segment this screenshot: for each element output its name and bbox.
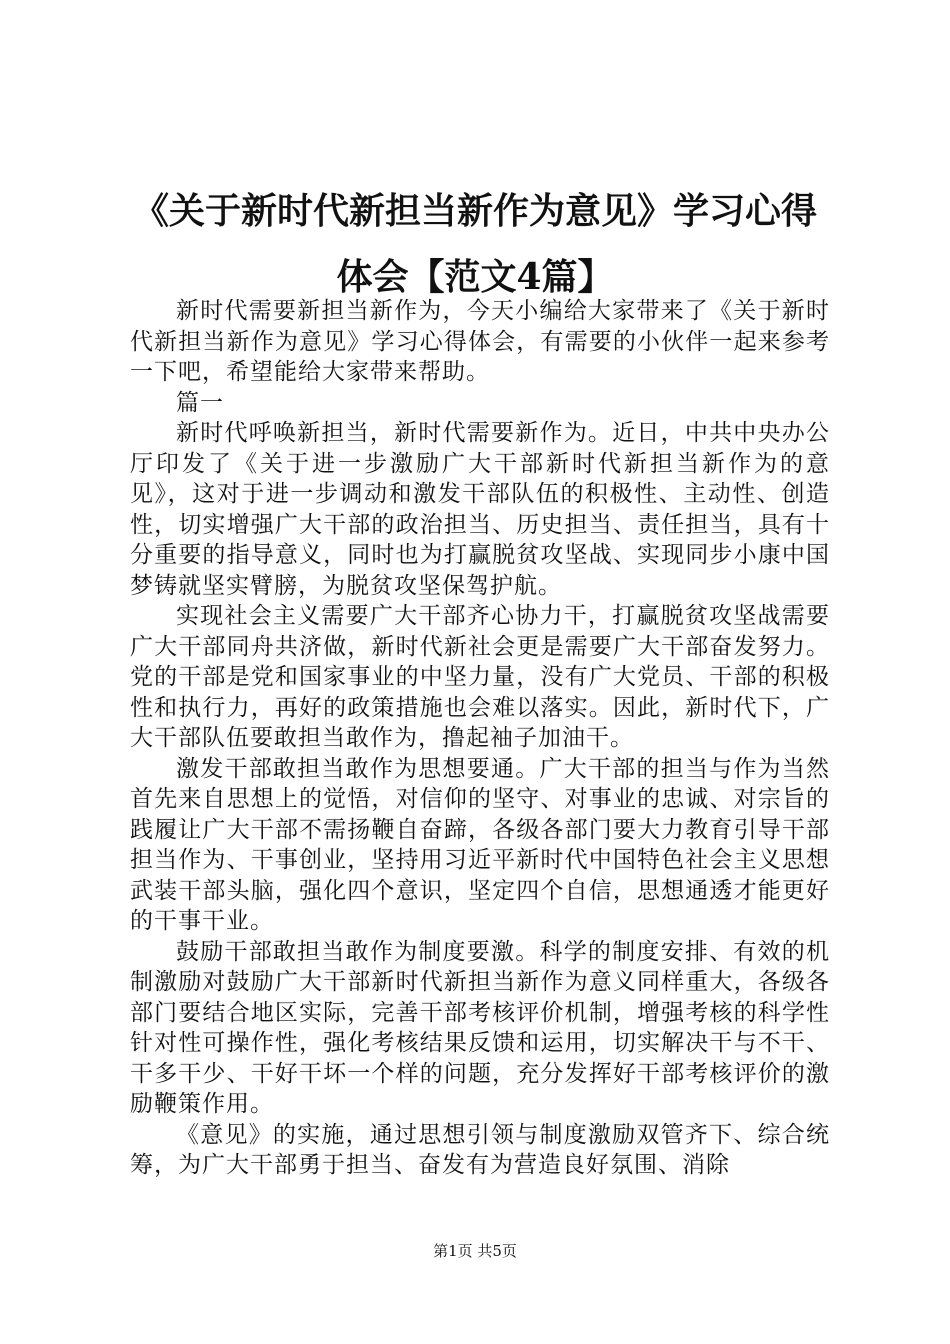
body-paragraph: 激发干部敢担当敢作为思想要通。广大干部的担当与作为当然首先来自思想上的觉悟，对信仰的坚守、对事业的忠诚、对宗旨的践履让广大干部不需扬鞭自奋蹄，各级各部门要大力教育引导干部担当作为、干事创业，坚持用习近平新时代中国特色社会主义思想武装干部头脑，强化四个意识，坚定四个自信，思想通透才能更好的干事干业。: [130, 755, 830, 934]
body-paragraph: 实现社会主义需要广大干部齐心协力干，打赢脱贫攻坚战需要广大干部同舟共济做，新时代新社会更是需要广大干部奋发努力。党的干部是党和国家事业的中坚力量，没有广大党员、干部的积极性和执行力，再好的政策措施也会难以落实。因此，新时代下，广大干部队伍要敢担当敢作为，撸起袖子加油干。: [130, 603, 830, 751]
document-title: 《关于新时代新担当新作为意见》学习心得体会【范文4篇】: [132, 190, 817, 298]
body-paragraph: 《意见》的实施，通过思想引领与制度激励双管齐下、综合统筹，为广大干部勇于担当、奋发有为营造良好氛围、消除: [130, 1121, 830, 1178]
section-heading: 篇一: [176, 389, 224, 416]
body-paragraph: 新时代呼唤新担当，新时代需要新作为。近日，中共中央办公厅印发了《关于进一步激励广大干部新时代新担当新作为的意见》，这对于进一步调动和激发干部队伍的积极性、主动性、创造性，切实增强广大干部的政治担当、历史担当、责任担当，具有十分重要的指导意义，同时也为打赢脱贫攻坚战、实现同步小康中国梦铸就坚实臂膀，为脱贫攻坚保驾护航。: [130, 420, 830, 599]
intro-paragraph: 新时代需要新担当新作为，今天小编给大家带来了《关于新时代新担当新作为意见》学习心得体会，有需要的小伙伴一起来参考一下吧，希望能给大家带来帮助。: [130, 298, 830, 385]
page-number-footer: 第1页 共5页: [433, 1242, 517, 1260]
body-paragraph: 鼓励干部敢担当敢作为制度要激。科学的制度安排、有效的机制激励对鼓励广大干部新时代新担当新作为意义同样重大，各级各部门要结合地区实际，完善干部考核评价机制，增强考核的科学性针对性可操作性，强化考核结果反馈和运用，切实解决干与不干、干多干少、干好干坏一个样的问题，充分发挥好干部考核评价的激励鞭策作用。: [130, 938, 830, 1117]
document-body: [130, 296, 830, 1181]
